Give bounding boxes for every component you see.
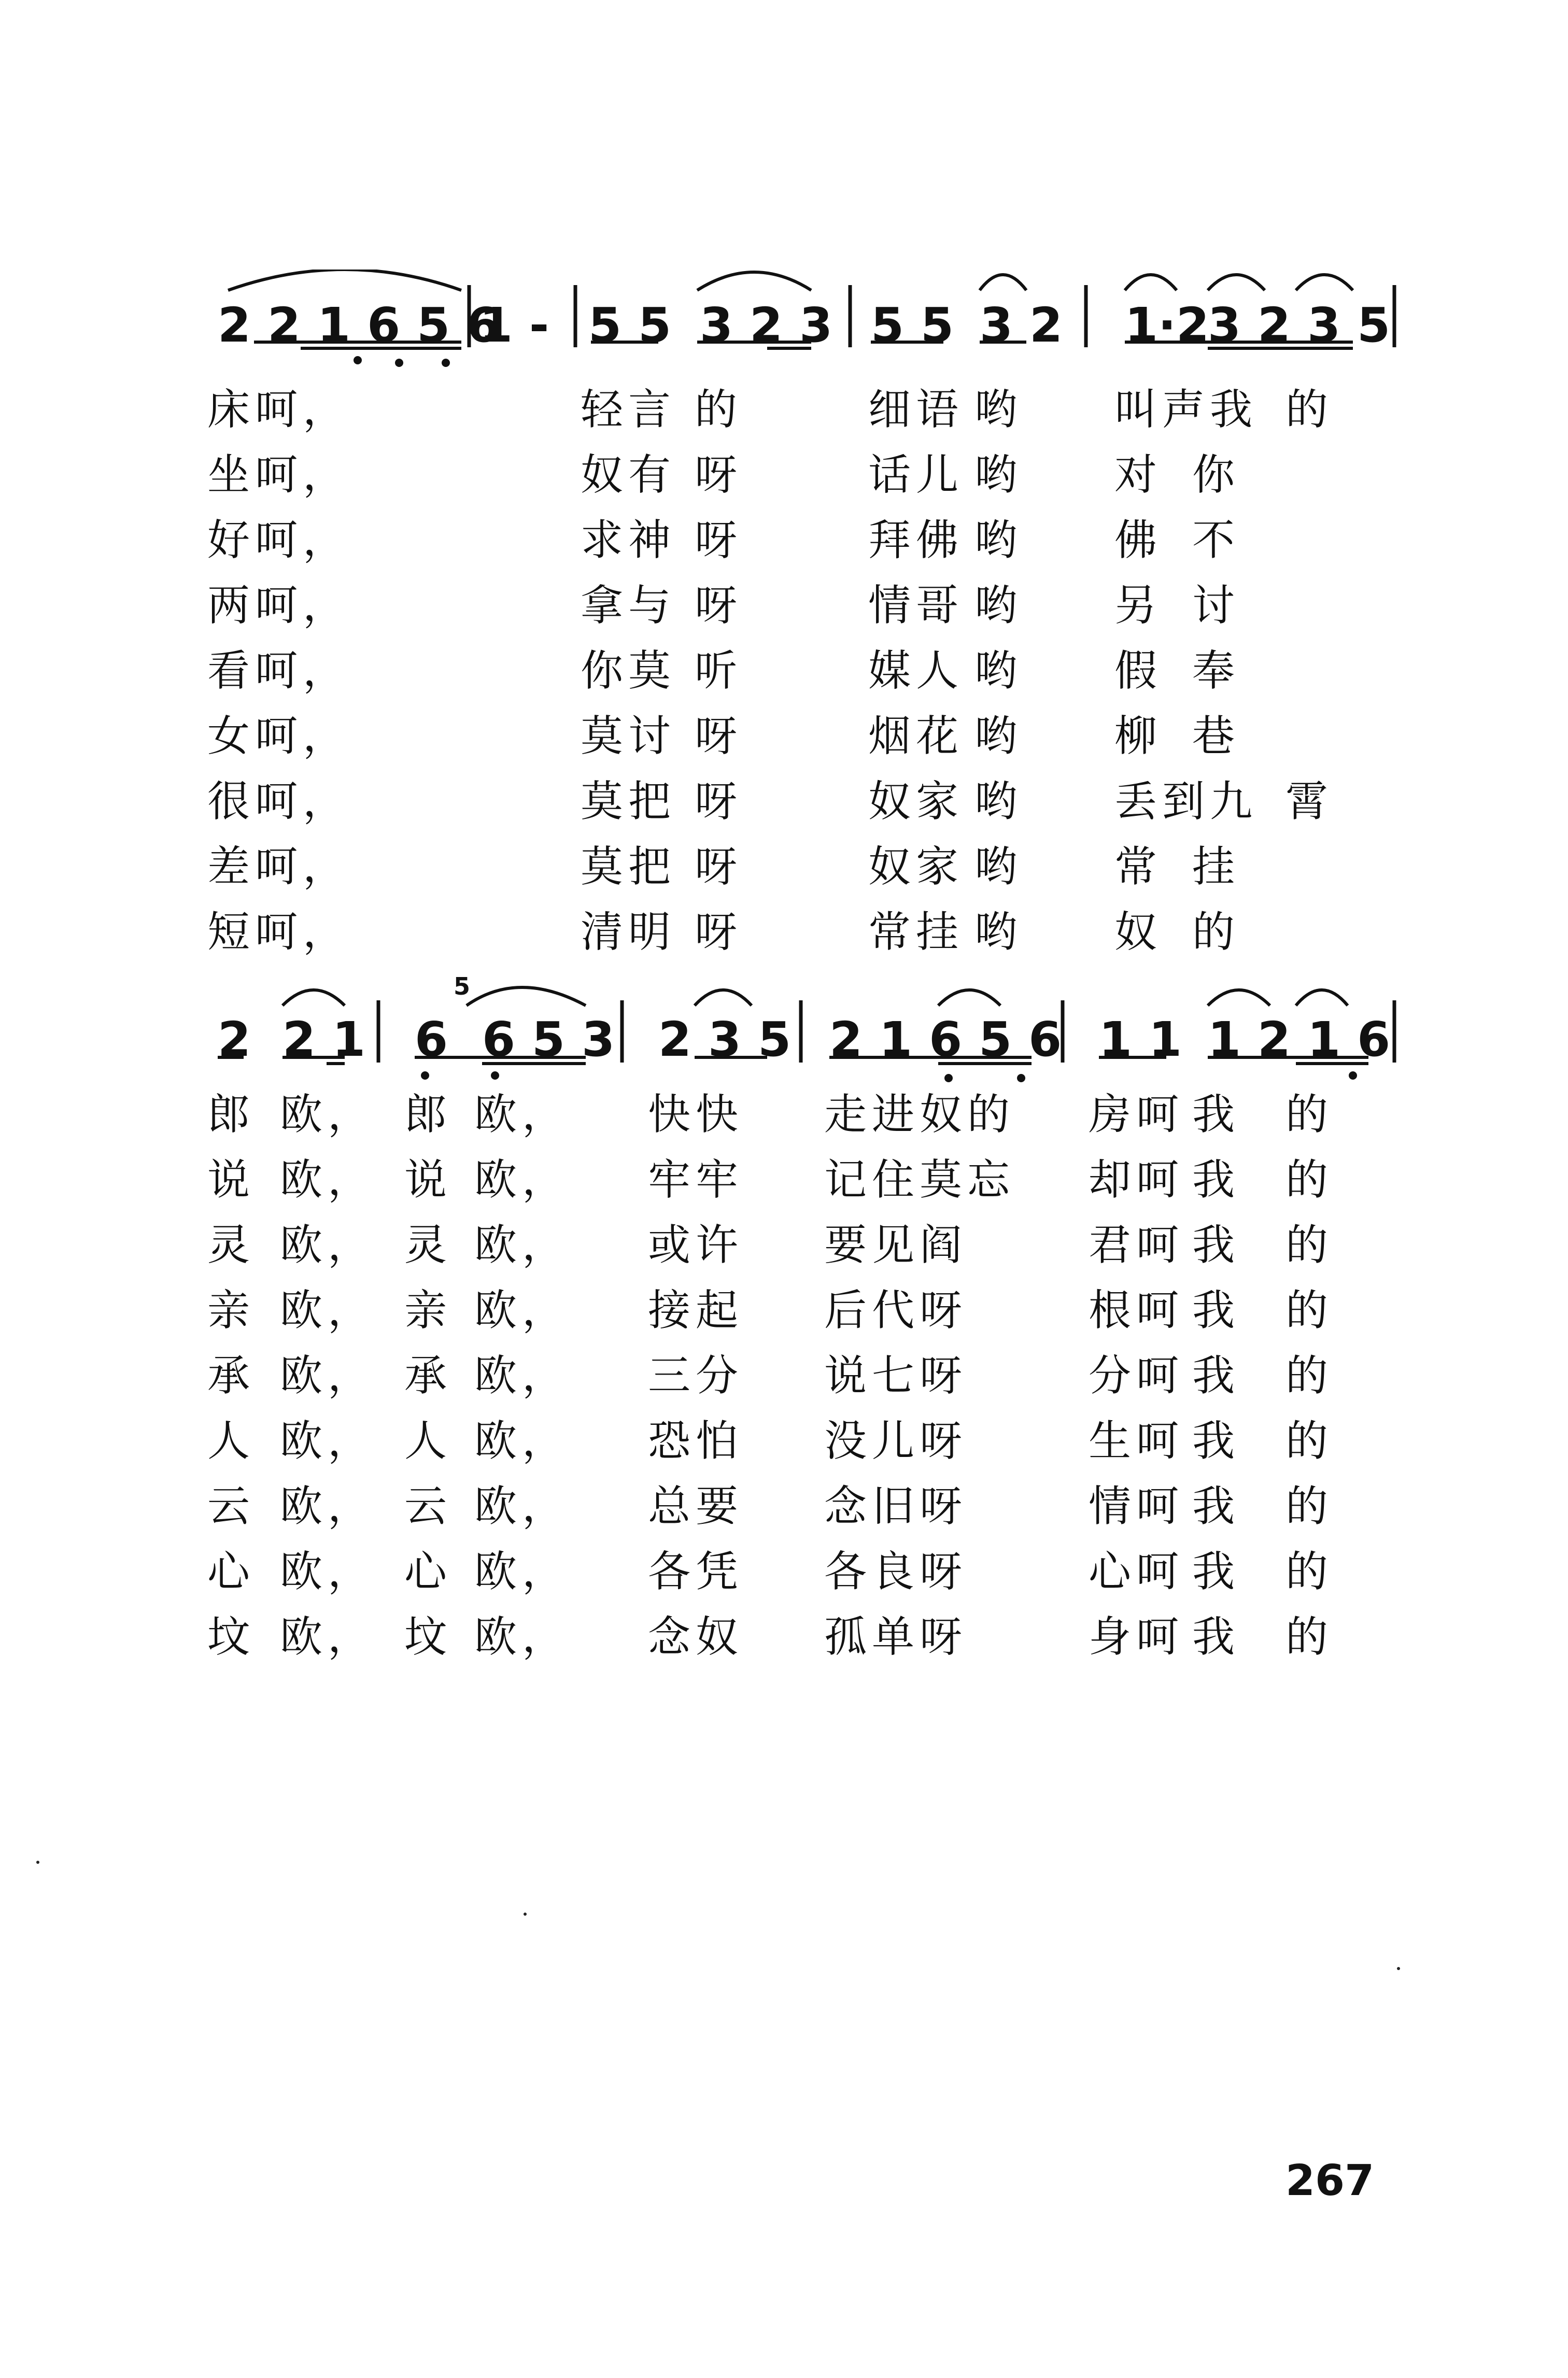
lyric-cell: 情哥: [868, 581, 964, 630]
lyric-cell: 很呵，: [207, 777, 351, 826]
lyric-cell: 挂: [1192, 842, 1240, 891]
lyric-cell: 云: [404, 1482, 453, 1531]
slur: [1208, 275, 1265, 290]
lyric-cell: 拜佛: [868, 516, 964, 565]
lyric-cell: 不: [1192, 516, 1240, 565]
lyric-cell: 常: [1114, 842, 1163, 891]
lyric-cell: 身呵: [1089, 1612, 1184, 1662]
lyric-cell: 欧，: [474, 1221, 570, 1270]
lyric-cell: 轻言: [581, 385, 676, 434]
lyric-row: [0, 450, 1568, 516]
lyric-row: [0, 1547, 1568, 1613]
lyric-cell: 柳: [1114, 712, 1163, 761]
lyric-cell: 你莫: [581, 646, 676, 696]
lyric-cell: 欧，: [474, 1612, 570, 1662]
lyric-row: [0, 842, 1568, 908]
lyric-cell: 我: [1192, 1351, 1240, 1400]
lyric-cell: 媒人: [868, 646, 964, 696]
lyric-row: [0, 516, 1568, 582]
lyric-cell: 念旧呀: [824, 1482, 968, 1531]
lyric-cell: 却呵: [1089, 1155, 1184, 1205]
lyric-cell: 欧，: [280, 1547, 376, 1596]
lyric-cell: 欧，: [280, 1221, 376, 1270]
lyric-cell: 烟花: [868, 712, 964, 761]
lyric-cell: 走进奴的: [824, 1090, 1015, 1139]
lyric-cell: 拿与: [581, 581, 676, 630]
lyric-cell: 总要: [648, 1482, 744, 1531]
lyric-cell: 莫把: [581, 777, 676, 826]
lyric-cell: 巷: [1192, 712, 1240, 761]
lyric-cell: 各良呀: [824, 1547, 968, 1596]
lyric-cell: 丢到九: [1114, 777, 1258, 826]
lyric-cell: 床呵，: [207, 385, 351, 434]
lyric-cell: 云: [207, 1482, 256, 1531]
lyric-cell: 房呵: [1089, 1090, 1184, 1139]
lyric-cell: 呀: [695, 777, 743, 826]
lyric-cell: 说: [404, 1155, 453, 1205]
lyric-cell: 人: [207, 1417, 256, 1466]
lyric-cell: 快快: [648, 1090, 744, 1139]
scan-speck: [524, 1913, 527, 1916]
slur: [1296, 275, 1353, 290]
lyric-cell: 坟: [404, 1612, 453, 1662]
lyric-cell: 欧，: [280, 1351, 376, 1400]
lyric-cell: 郎: [207, 1090, 256, 1139]
note-group: 2 2 1 6 5 6: [218, 298, 500, 353]
lyric-cell: 莫把: [581, 842, 676, 891]
lyric-cell: 对: [1114, 450, 1163, 500]
note-group: 2 1: [282, 1012, 366, 1067]
lyric-cell: 接起: [648, 1286, 744, 1335]
slur: [228, 270, 461, 290]
lyric-cell: 欧，: [474, 1482, 570, 1531]
lyric-row: [0, 1221, 1568, 1286]
lyric-cell: 细语: [868, 385, 964, 434]
lyric-cell: 欧，: [280, 1090, 376, 1139]
page-number: 267: [1286, 2156, 1375, 2205]
lyric-row: [0, 1155, 1568, 1221]
lyric-cell: 没儿呀: [824, 1417, 968, 1466]
lyric-cell: 欧，: [280, 1417, 376, 1466]
lyric-cell: 女呵，: [207, 712, 351, 761]
lyric-cell: 的: [1286, 1155, 1334, 1205]
lyric-cell: 承: [404, 1351, 453, 1400]
lyric-cell: 欧，: [474, 1090, 570, 1139]
lyric-cell: 坟: [207, 1612, 256, 1662]
lyric-row: [0, 777, 1568, 843]
lyric-cell: 各凭: [648, 1547, 744, 1596]
lyric-cell: 或许: [648, 1221, 744, 1270]
lyric-cell: 莫讨: [581, 712, 676, 761]
lyric-cell: 奉: [1192, 646, 1240, 696]
lyric-cell: 的: [695, 385, 743, 434]
note-group: 1 -: [479, 298, 549, 353]
lyric-cell: 假: [1114, 646, 1163, 696]
lyric-cell: 牢牢: [648, 1155, 744, 1205]
lyric-cell: 哟: [974, 581, 1023, 630]
lyric-cell: 说: [207, 1155, 256, 1205]
note-group: 3 2 3: [700, 298, 833, 353]
lyric-cell: 清明: [581, 908, 676, 957]
lyric-row: [0, 1286, 1568, 1352]
lyric-cell: 的: [1286, 1612, 1334, 1662]
lyric-cell: 讨: [1192, 581, 1240, 630]
lyric-cell: 的: [1286, 1417, 1334, 1466]
slur: [467, 987, 586, 1006]
lyric-cell: 听: [695, 646, 743, 696]
lyric-cell: 的: [1286, 1482, 1334, 1531]
lyric-cell: 后代呀: [824, 1286, 968, 1335]
lyric-cell: 郎: [404, 1090, 453, 1139]
lyric-cell: 的: [1286, 1090, 1334, 1139]
lyric-cell: 的: [1286, 1547, 1334, 1596]
grace-note: 5: [454, 972, 471, 1000]
note-group: 2: [218, 1012, 251, 1067]
lyric-cell: 短呵，: [207, 908, 351, 957]
slur: [938, 990, 1000, 1006]
lyric-cell: 我: [1192, 1286, 1240, 1335]
lyric-cell: 念奴: [648, 1612, 744, 1662]
lyric-cell: 奴: [1114, 908, 1163, 957]
lyric-cell: 欧，: [474, 1547, 570, 1596]
lyric-cell: 我: [1192, 1221, 1240, 1270]
lyric-cell: 呀: [695, 581, 743, 630]
lyric-row: [0, 1351, 1568, 1417]
lyric-cell: 常挂: [868, 908, 964, 957]
lyric-cell: 亲: [404, 1286, 453, 1335]
slur: [1125, 275, 1177, 290]
lyric-cell: 欧，: [474, 1286, 570, 1335]
lyric-cell: 三分: [648, 1351, 744, 1400]
slur: [697, 272, 811, 290]
lyric-cell: 霄: [1286, 777, 1334, 826]
note-group: 1·2: [1125, 298, 1209, 353]
lyric-cell: 奴有: [581, 450, 676, 500]
lyric-cell: 呀: [695, 712, 743, 761]
notation-line-2: [0, 974, 1568, 1088]
scan-speck: [1397, 1967, 1400, 1970]
lyric-cell: 哟: [974, 450, 1023, 500]
lyric-cell: 哟: [974, 712, 1023, 761]
slur: [695, 990, 752, 1006]
lyric-cell: 欧，: [280, 1286, 376, 1335]
lyric-cell: 说七呀: [824, 1351, 968, 1400]
lyric-cell: 哟: [974, 385, 1023, 434]
lyric-cell: 生呵: [1089, 1417, 1184, 1466]
lyric-cell: 你: [1192, 450, 1240, 500]
lyric-cell: 哟: [974, 777, 1023, 826]
lyric-cell: 我: [1192, 1090, 1240, 1139]
lyric-cell: 我: [1192, 1155, 1240, 1205]
note-group: 5 5: [871, 298, 954, 353]
lyric-cell: 好呵，: [207, 516, 351, 565]
lyric-cell: 两呵，: [207, 581, 351, 630]
lyric-cell: 欧，: [474, 1417, 570, 1466]
lyric-cell: 的: [1192, 908, 1240, 957]
scan-speck: [36, 1861, 39, 1864]
lyric-cell: 呀: [695, 908, 743, 957]
lyric-cell: 欧，: [280, 1482, 376, 1531]
lyric-cell: 欧，: [474, 1155, 570, 1205]
lyric-cell: 话儿: [868, 450, 964, 500]
lyric-cell: 哟: [974, 842, 1023, 891]
lyric-cell: 的: [1286, 1286, 1334, 1335]
lyric-cell: 求神: [581, 516, 676, 565]
lyric-cell: 我: [1192, 1417, 1240, 1466]
lyric-cell: 我: [1192, 1612, 1240, 1662]
lyric-cell: 亲: [207, 1286, 256, 1335]
note-group: 3 2: [980, 298, 1063, 353]
lyric-cell: 奴家: [868, 777, 964, 826]
slur: [282, 990, 345, 1006]
note-group: 1 1: [1099, 1012, 1182, 1067]
lyric-row: [0, 712, 1568, 777]
lyric-cell: 坐呵，: [207, 450, 351, 500]
lyric-cell: 分呵: [1089, 1351, 1184, 1400]
lyric-cell: 叫声我: [1114, 385, 1258, 434]
note-group: 2 1 6 5 6: [829, 1012, 1062, 1067]
lyric-cell: 奴家: [868, 842, 964, 891]
lyric-row: [0, 646, 1568, 712]
lyric-cell: 君呵: [1089, 1221, 1184, 1270]
lyric-cell: 的: [1286, 1351, 1334, 1400]
lyric-cell: 佛: [1114, 516, 1163, 565]
lyric-cell: 欧，: [280, 1155, 376, 1205]
lyric-row: [0, 1417, 1568, 1482]
lyric-cell: 我: [1192, 1547, 1240, 1596]
notation-line-1: [0, 270, 1568, 373]
lyric-cell: 的: [1286, 1221, 1334, 1270]
lyric-cell: 人: [404, 1417, 453, 1466]
lyric-cell: 哟: [974, 646, 1023, 696]
slur: [980, 275, 1026, 290]
note-group: 5 5: [588, 298, 672, 353]
lyric-row: [0, 581, 1568, 647]
lyric-cell: 心: [404, 1547, 453, 1596]
lyric-cell: 孤单呀: [824, 1612, 968, 1662]
lyric-row: [0, 1090, 1568, 1156]
note-group: 6 5 3: [482, 1012, 615, 1067]
lyric-cell: 要见阎: [824, 1221, 968, 1270]
lyric-row: [0, 908, 1568, 973]
lyric-cell: 灵: [404, 1221, 453, 1270]
lyric-cell: 承: [207, 1351, 256, 1400]
lyric-row: [0, 1612, 1568, 1678]
lyric-cell: 哟: [974, 908, 1023, 957]
note-group: 1 2 1 6: [1208, 1012, 1391, 1067]
lyric-cell: 心呵: [1089, 1547, 1184, 1596]
lyric-cell: 灵: [207, 1221, 256, 1270]
lyric-cell: 差呵，: [207, 842, 351, 891]
lyric-row: [0, 385, 1568, 451]
slur: [1208, 990, 1270, 1006]
lyric-cell: 我: [1192, 1482, 1240, 1531]
lyric-cell: 心: [207, 1547, 256, 1596]
lyric-cell: 另: [1114, 581, 1163, 630]
note-group: 2 3 5: [658, 1012, 792, 1067]
lyric-cell: 恐怕: [648, 1417, 744, 1466]
lyric-cell: 情呵: [1089, 1482, 1184, 1531]
lyric-cell: 欧，: [280, 1612, 376, 1662]
lyric-cell: 欧，: [474, 1351, 570, 1400]
note-group: 6: [415, 1012, 448, 1067]
lyric-cell: 呀: [695, 516, 743, 565]
lyric-cell: 记住莫忘: [824, 1155, 1015, 1205]
slur: [1296, 990, 1348, 1006]
lyric-cell: 呀: [695, 450, 743, 500]
lyric-row: [0, 1482, 1568, 1548]
lyric-cell: 的: [1286, 385, 1334, 434]
lyric-cell: 根呵: [1089, 1286, 1184, 1335]
lyric-cell: 呀: [695, 842, 743, 891]
lyric-cell: 哟: [974, 516, 1023, 565]
note-group: 3 2 3 5: [1208, 298, 1391, 353]
lyric-cell: 看呵，: [207, 646, 351, 696]
